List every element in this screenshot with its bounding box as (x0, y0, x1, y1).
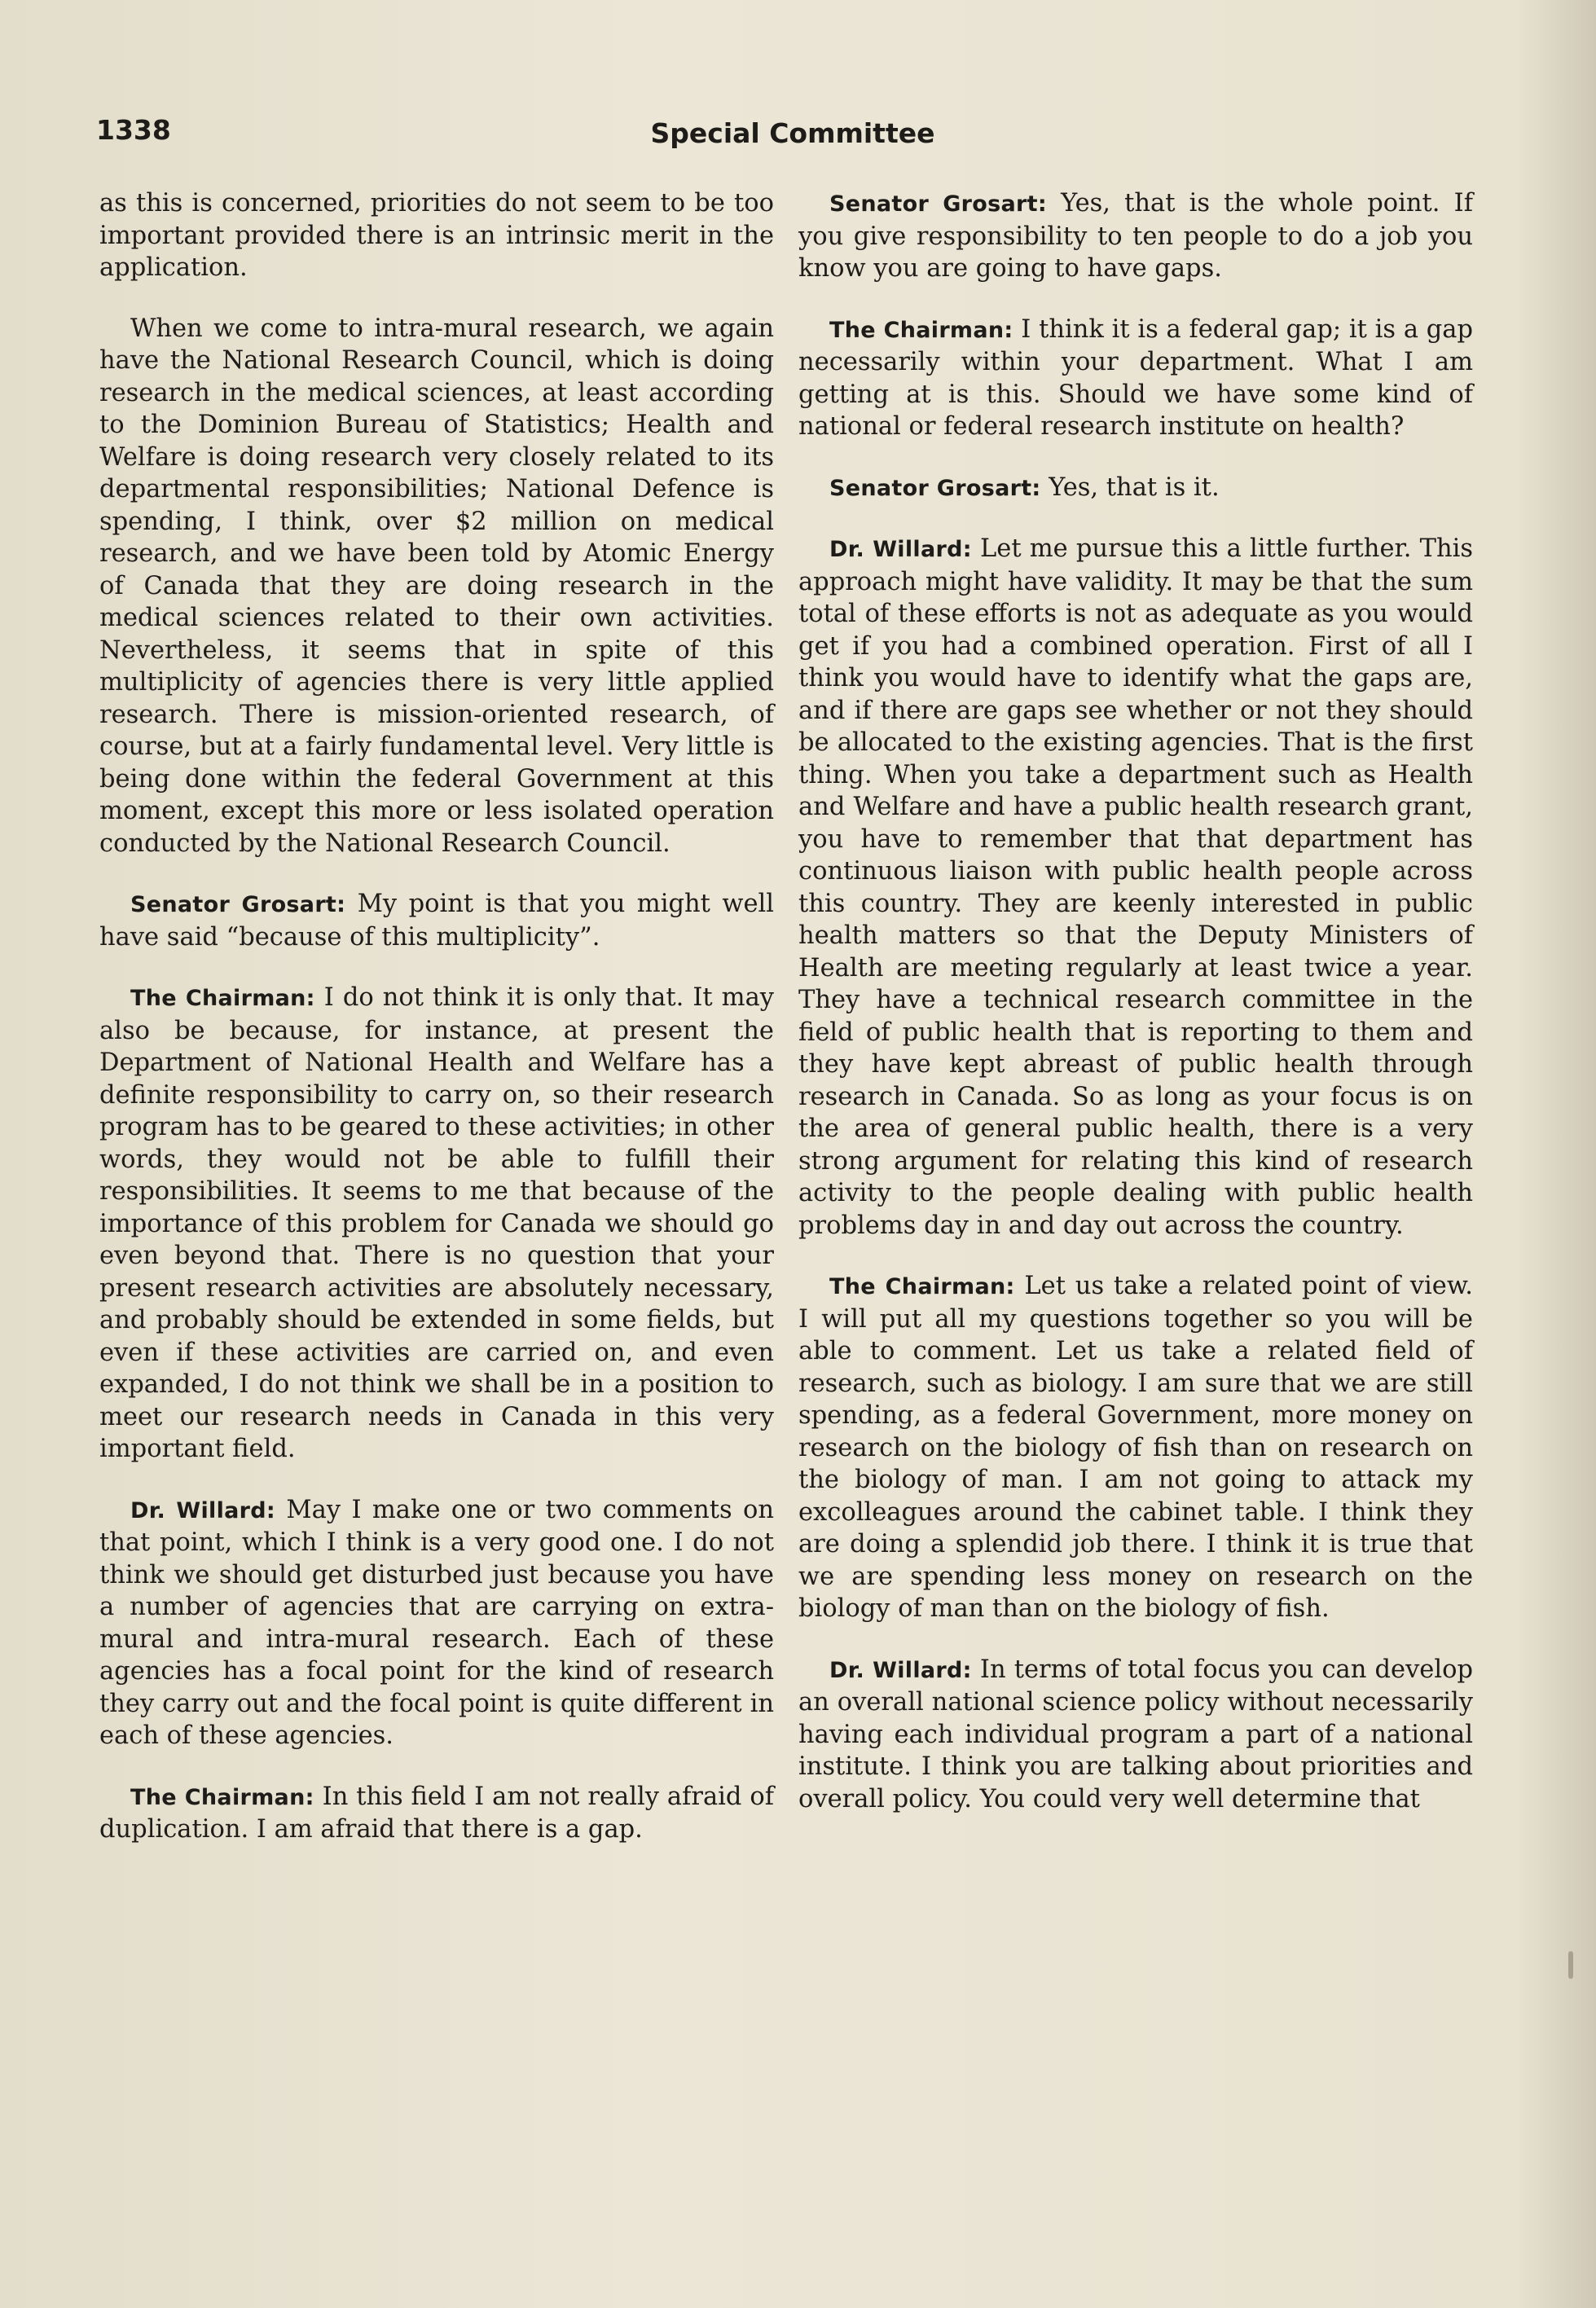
page-edge-mark (1568, 1951, 1573, 1979)
left-column (99, 187, 774, 1875)
speaker-name: Dr. Willard: (829, 537, 972, 562)
paragraph (798, 1654, 1473, 1816)
paragraph-text: In terms of total focus you can develop an overall national science policy without necessarily having each individual program a part of a national institute. I think you are talking about priorities and overall policy. You could very well determine that (798, 1655, 1473, 1813)
speaker-name: The Chairman: (130, 1784, 314, 1810)
paragraph (798, 533, 1473, 1242)
paragraph-text: I do not think it is only that. It may also be because, for instance, at present the Department of National Health and Welfare has a definite responsibility to carry on, so their research program has to be geared to these activities; in other words, they would not be able to fulfill their responsibilities. It seems to me that because of the importance of this problem for Canada we should go even beyond that. There is no question that your present research activities are absolutely necessary, and probably should be extended in some fields, but even if these activities are carried on, and even expanded, I do not think we shall be in a position to meet our research needs in Canada in this very important field. (99, 983, 774, 1463)
paragraph (798, 314, 1473, 443)
paragraph-text: I think it is a federal gap; it is a gap necessarily within your department. What I am getting at is this. Should we have some kind of national or federal research institute on health? (798, 314, 1474, 441)
speaker-name: Senator Grosart: (829, 475, 1041, 501)
speaker-name: Senator Grosart: (829, 191, 1047, 217)
speaker-name: The Chairman: (829, 317, 1013, 343)
paragraph-text: Let me pursue this a little further. This approach might have validity. It may be that the sum total of these efforts is not as adequate as you would get if you had a combined operation. First of all I think you would have to identify what the gaps are, and if there are gaps see whether or not they should be allocated to the existing agencies. That is the first thing. When you take a department such as Health and Welfare and have a public health research grant, you have to remember that that department has continuous liaison with public health people across this country. They are keenly interested in public health matters so that the Deputy Ministers of Health are meeting regularly at least twice a year. They have a technical research committee in the field of public health that is reporting to them and they have kept abreast of public health through research in Canada. So as long as your focus is on the area of general public health, there is a very strong argument for relating this kind of research activity to the people dealing with public health problems day in and day out across the country. (798, 534, 1473, 1240)
paragraph (99, 982, 774, 1466)
paragraph-text: My point is that you might well have said “because of this multiplicity”. (99, 890, 775, 952)
right-column (798, 187, 1473, 1844)
paragraph-text: May I make one or two comments on that point, which I think is a very good one. I do not think we should get disturbed just because you have a number of agencies that are carrying on extra-mural and intra-mural research. Each of these agencies has a focal point for the kind of research they carry out and the focal point is quite different in each of these agencies. (99, 1495, 774, 1750)
paragraph (798, 187, 1473, 285)
paragraph-text: When we come to intra-mural research, we again have the National Research Council, which is doing research in the medical sciences, at least according to the Dominion Bureau of Statistics; Health and Welfare is doing research very closely related to its departmental responsibilities; National Defence is spending, I think, over $2 million on medical research, and we have been told by Atomic Energy of Canada that they are doing research in the medical sciences related to their own activities. Nevertheless, it seems that in spite of this multiplicity of agencies there is very little applied research. There is mission-oriented research, of course, but at a fairly fundamental level. Very little is being done within the federal Government at this moment, except this more or less isolated operation conducted by the National Research Council. (99, 314, 774, 858)
speaker-name: Dr. Willard: (130, 1497, 276, 1523)
speaker-name: Senator Grosart: (130, 892, 346, 917)
paragraph (99, 1494, 774, 1752)
paragraph (99, 313, 774, 860)
paragraph-text: In this field I am not really afraid of duplication. I am afraid that there is a gap. (99, 1782, 774, 1844)
paragraph-text: Let us take a related point of view. I will put all my questions together so you will be able to comment. Let us take a related field of research, such as biology. I am sure that we are still spending, as a federal Government, more money on research on the biology of fish than on research on the biology of man. I am not going to attack my excolleagues around the cabinet table. I think they are doing a splendid job there. I think it is true that we are spending less money on research on the biology of man than on the biology of fish. (798, 1272, 1474, 1623)
speaker-name: The Chairman: (829, 1274, 1015, 1299)
running-head: Special Committee (650, 117, 935, 149)
paragraph (798, 1270, 1473, 1625)
paragraph-text: as this is concerned, priorities do not seem to be too important provided there is an intrinsic merit in the application. (99, 189, 774, 282)
paragraph-text: Yes, that is the whole point. If you give responsibility to ten people to do a job you know you are going to have gaps. (798, 189, 1473, 283)
paragraph (99, 888, 774, 953)
paragraph (99, 1781, 774, 1846)
page-header (96, 114, 1489, 163)
speaker-name: The Chairman: (130, 986, 315, 1011)
paragraph-text: Yes, that is it. (1049, 473, 1220, 502)
page-number: 1338 (96, 114, 171, 146)
speaker-name: Dr. Willard: (829, 1657, 972, 1683)
paragraph (798, 472, 1473, 505)
paragraph (99, 187, 774, 284)
